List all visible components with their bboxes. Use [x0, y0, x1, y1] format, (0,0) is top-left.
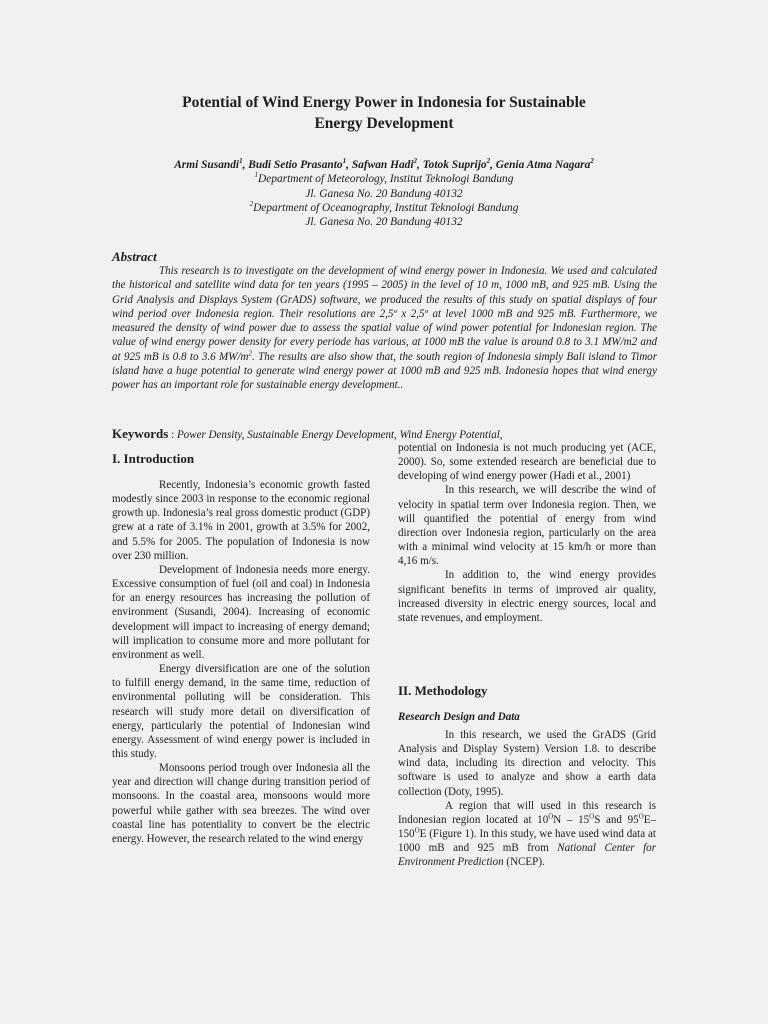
affiliation-dept: Department of Oceanography, Institut Teknologi Bandung	[253, 201, 519, 214]
author-affiliation-marker: 2	[590, 157, 594, 166]
abstract-heading: Abstract	[112, 249, 157, 264]
affiliation-1	[90, 172, 678, 186]
keywords-label: Keywords	[112, 426, 169, 441]
author-name: Genia Atma Nagara	[495, 159, 591, 171]
methodology-paragraph	[398, 799, 656, 870]
title-line-1: Potential of Wind Energy Power in Indonesia for Sustainable	[182, 94, 586, 111]
methodology-text: S and 95	[594, 813, 639, 826]
left-column	[112, 478, 370, 846]
author-affiliation-marker: 1	[342, 157, 347, 166]
right-column	[398, 441, 656, 625]
intro-paragraph: Recently, Indonesia’s economic growth fasted modestly since 2003 in response to the economic regional growth up. Indonesia’s real gross domestic product (GDP) grew at a rate of 3.1% in 2001, growth at 3.5% for 2002, and 5.5% for 2005. The population of Indonesia is now over 230 million.	[112, 479, 370, 562]
affiliation-dept: Department of Meteorology, Institut Teknologi Bandung	[258, 173, 514, 186]
author-name: Safwan Hadi	[351, 159, 414, 171]
author-name: Totok Suprijo	[422, 159, 487, 171]
author-block	[90, 158, 678, 229]
author-affiliation-marker: 2	[486, 157, 491, 166]
abstract-superscript: 2	[248, 349, 253, 358]
degree-marker: O	[589, 812, 595, 821]
abstract-text-part1: This research is to investigate on the development of wind energy power in Indonesia. We used and calculated the historical and satellite wind data for ten years (1995 – 2005) in the level of 10 m, 1000 mB, and 925 mB. Using the Grid Analysis and Displays System (GrADS) software, we produced the results of this study on spatial displays of four wind period over Indonesia region. Their resolutions are 2,5º x 2,5º at level 1000 mB and 925 mB. Furthermore, we measured the density of wind power due to assess the spatial value of wind power potential for Indonesian region. The value of wind energy power density for every periode has various, at 1000 mB the value is around 0.8 to 3.1 MW/m2 and at 925 mB is 0.8 to 3.6 MW/m	[112, 265, 657, 363]
introduction-heading: I. Introduction	[112, 451, 195, 466]
author-name: Budi Setio Prasanto	[248, 159, 343, 171]
abstract-text-part2: . The results are also show that, the south region of Indonesia simply Bali island to Timor island have a huge potential to generate wind energy power at 1000 mB and 925 mB. Indonesia hopes that wind energy power has an important role for sustainable energy development..	[112, 350, 657, 392]
ncep-name: National Center for Environment Prediction	[398, 842, 656, 869]
keywords-line	[112, 426, 503, 442]
author-list: Armi Susandi$^1$, Budi Setio Prasanto$^1$, Safwan Hadi$^2$, Totok Suprijo$^2$, Genia Atma Nagara$^2$	[174, 157, 594, 171]
intro-paragraph: potential on Indonesia is not much producing yet (ACE, 2000). So, some extended research are beneficial due to developing of wind energy power (Hadi et al., 2001)	[398, 442, 656, 483]
methodology-text: A region that will used in this research is Indonesian region located at 10	[398, 799, 656, 826]
methodology-paragraph: In this research, we used the GrADS (Grid Analysis and Display System) Version 1.8. to describe wind data, including its direction and velocity. This software is used to analyze and show a earth data collection (Doty, 1995).	[398, 729, 656, 798]
abstract-text	[112, 264, 657, 393]
intro-paragraph: Monsoons period trough over Indonesia all the year and direction will change during transition period of monsoons. In the coastal area, monsoons would more powerful while gather with sea breezes. The wind over coastal line has potentiality to convert be the electric energy. However, the research related to the wind energy	[112, 762, 370, 845]
degree-marker: O	[414, 826, 420, 835]
methodology-subheading: Research Design and Data	[398, 711, 520, 723]
intro-paragraph: Development of Indonesia needs more energy. Excessive consumption of fuel (oil and coal) in Indonesia for an energy resources has increasing the pollution of environment (Susandi, 2004). Increasing of economic development will impact to increasing of energy demand; will implication to consume more and more pollutant for environment as well.	[112, 563, 370, 661]
author-name: Armi Susandi	[174, 159, 240, 171]
methodology-text: N – 15	[553, 813, 590, 826]
affiliation-marker: 2	[249, 200, 254, 209]
affiliation-address: Jl. Ganesa No. 20 Bandung 40132	[305, 216, 463, 229]
degree-marker: O	[548, 812, 554, 821]
methodology-text: (NCEP).	[503, 856, 545, 869]
intro-paragraph: In this research, we will describe the wind of velocity in spatial term over Indonesia region. Then, we will quantified the potential of energy from wind direction over Indonesia region, particularly on the area with a minimal wind velocity at 15 km/h or more than 4,16 m/s.	[398, 484, 656, 568]
methodology-text: E– 150	[398, 813, 656, 841]
degree-marker: O	[638, 812, 644, 821]
keywords-separator: :	[168, 429, 177, 441]
affiliation-2	[90, 201, 678, 215]
methodology-text: E (Figure 1). In this study, we have used wind data at 1000 mB and 925 mB from	[398, 828, 656, 855]
author-affiliation-marker: 2	[413, 157, 418, 166]
author-affiliation-marker: 1	[239, 157, 243, 166]
methodology-heading: II. Methodology	[398, 683, 488, 698]
keywords-text: Power Density, Sustainable Energy Development, Wind Energy Potential,	[176, 429, 503, 441]
intro-paragraph: In addition to, the wind energy provides significant benefits in terms of improved air quality, increased diversity in electric energy sources, local and state revenues, and employment.	[398, 569, 656, 624]
paper-title	[100, 92, 668, 134]
affiliation-marker: 1	[254, 171, 259, 180]
methodology-body	[398, 728, 656, 870]
intro-paragraph: Energy diversification are one of the solution to fulfill energy demand, in the same time, reduction of environmental polluting will be consideration. This research will study more detail on diversification of energy, particularly the potential of Indonesian wind energy. Assessment of wind energy power is included in this study.	[112, 663, 370, 760]
affiliation-address: Jl. Ganesa No. 20 Bandung 40132	[305, 187, 463, 200]
title-line-2: Energy Development	[314, 115, 454, 132]
